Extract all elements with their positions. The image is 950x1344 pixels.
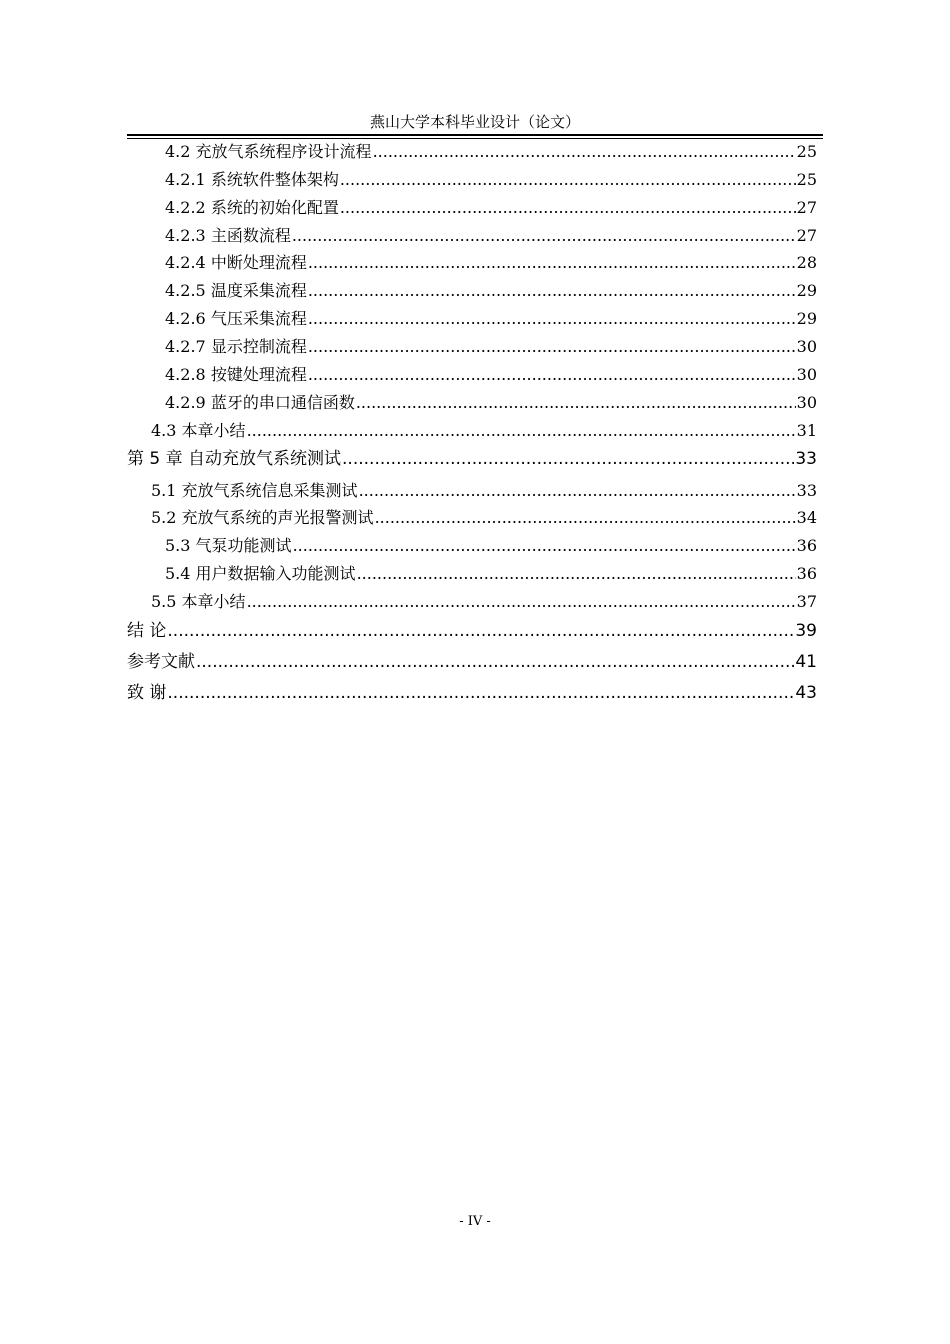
toc-entry-title: 蓝牙的串口通信函数	[210, 393, 355, 412]
toc-entry-number: 5.4	[165, 564, 191, 583]
toc-entry-number: 4.2.1	[165, 170, 206, 189]
toc-entry-number: 4.2.8	[165, 365, 206, 384]
toc-entry-number: 5.2	[151, 508, 177, 527]
toc-dot-leader	[359, 481, 796, 501]
toc-dot-leader	[247, 592, 796, 612]
toc-entry-title: 系统软件整体架构	[210, 170, 339, 189]
toc-entry-4-2-3[interactable]	[165, 226, 817, 246]
toc-entry-title: 充放气系统的声光报警测试	[181, 508, 374, 527]
toc-chapter-title: 结 论	[127, 621, 167, 641]
toc-entry-4-3[interactable]	[151, 421, 817, 441]
toc-entry-number: 4.2.9	[165, 393, 206, 412]
toc-entry-title: 系统的初始化配置	[210, 198, 339, 217]
toc-entry-number: 4.2.5	[165, 281, 206, 300]
header-rule-thick	[127, 134, 823, 136]
header-rule-thin	[127, 138, 823, 139]
toc-dot-leader	[342, 448, 794, 470]
toc-entry-page: 31	[796, 421, 817, 440]
toc-entry-page: 36	[796, 564, 817, 583]
toc-entry-page: 43	[795, 683, 817, 703]
toc-references[interactable]	[127, 651, 817, 673]
toc-entry-5-2[interactable]	[151, 508, 817, 528]
toc-entry-4-2-4[interactable]	[165, 253, 817, 273]
toc-entry-title: 气压采集流程	[210, 309, 307, 328]
toc-dot-leader	[357, 564, 796, 584]
toc-entry-number: 4.2.3	[165, 226, 206, 245]
toc-chapter-title: 参考文献	[127, 652, 195, 672]
toc-entry-page: 25	[796, 170, 817, 189]
toc-entry-page: 37	[796, 592, 817, 611]
toc-entry-4-2[interactable]	[165, 142, 817, 162]
toc-dot-leader	[308, 281, 796, 301]
toc-entry-page: 34	[796, 508, 817, 527]
toc-dot-leader	[247, 421, 796, 441]
toc-entry-4-2-2[interactable]	[165, 198, 817, 218]
toc-entry-page: 33	[796, 481, 817, 500]
toc-entry-page: 30	[796, 365, 817, 384]
toc-dot-leader	[167, 682, 794, 704]
toc-entry-title: 气泵功能测试	[195, 536, 292, 555]
toc-dot-leader	[340, 198, 796, 218]
toc-dot-leader	[167, 620, 794, 642]
toc-conclusion[interactable]	[127, 620, 817, 642]
toc-chapter-title: 致 谢	[127, 683, 167, 703]
toc-entry-title: 充放气系统信息采集测试	[181, 481, 358, 500]
toc-dot-leader	[308, 337, 796, 357]
toc-entry-4-2-6[interactable]	[165, 309, 817, 329]
toc-entry-number: 4.3	[151, 421, 177, 440]
toc-entry-4-2-8[interactable]	[165, 365, 817, 385]
toc-entry-title: 充放气系统程序设计流程	[195, 142, 372, 161]
toc-entry-number: 4.2.6	[165, 309, 206, 328]
toc-entry-page: 29	[796, 309, 817, 328]
toc-entry-page: 27	[796, 226, 817, 245]
toc-entry-number: 5.1	[151, 481, 177, 500]
toc-entry-page: 25	[796, 142, 817, 161]
toc-dot-leader	[308, 253, 796, 273]
toc-entry-title: 按键处理流程	[210, 365, 307, 384]
toc-entry-title: 温度采集流程	[210, 281, 307, 300]
toc-entry-number: 4.2	[165, 142, 191, 161]
toc-chapter-number: 第 5 章	[127, 449, 183, 469]
toc-entry-4-2-9[interactable]	[165, 393, 817, 413]
toc-entry-title: 中断处理流程	[210, 253, 307, 272]
toc-entry-title: 本章小结	[181, 421, 246, 440]
toc-chapter-5[interactable]	[127, 448, 817, 470]
toc-entry-page: 30	[796, 337, 817, 356]
toc-dot-leader	[375, 508, 796, 528]
toc-entry-page: 39	[795, 621, 817, 641]
toc-acknowledgements[interactable]	[127, 682, 817, 704]
page-header: 燕山大学本科毕业设计（论文）	[369, 113, 580, 131]
toc-entry-title: 本章小结	[181, 592, 246, 611]
toc-entry-title: 显示控制流程	[210, 337, 307, 356]
toc-entry-4-2-1[interactable]	[165, 170, 817, 190]
toc-entry-5-1[interactable]	[151, 481, 817, 501]
toc-entry-page: 30	[796, 393, 817, 412]
toc-chapter-title: 自动充放气系统测试	[188, 449, 342, 469]
toc-entry-page: 41	[795, 652, 817, 672]
toc-entry-title: 主函数流程	[210, 226, 291, 245]
toc-entry-5-5[interactable]	[151, 592, 817, 612]
toc-entry-page: 28	[796, 253, 817, 272]
toc-dot-leader	[196, 651, 794, 673]
toc-entry-5-4[interactable]	[165, 564, 817, 584]
toc-entry-title: 用户数据输入功能测试	[195, 564, 356, 583]
toc-dot-leader	[373, 142, 796, 162]
toc-entry-5-3[interactable]	[165, 536, 817, 556]
toc-entry-4-2-5[interactable]	[165, 281, 817, 301]
toc-entry-4-2-7[interactable]	[165, 337, 817, 357]
toc-entry-page: 27	[796, 198, 817, 217]
toc-entry-number: 5.3	[165, 536, 191, 555]
page-number: - IV -	[459, 1214, 491, 1229]
toc-entry-number: 5.5	[151, 592, 177, 611]
toc-entry-number: 4.2.4	[165, 253, 206, 272]
toc-dot-leader	[292, 226, 796, 246]
toc-dot-leader	[340, 170, 796, 190]
toc-entry-number: 4.2.2	[165, 198, 206, 217]
toc-entry-page: 29	[796, 281, 817, 300]
toc-entry-page: 36	[796, 536, 817, 555]
toc-entry-number: 4.2.7	[165, 337, 206, 356]
toc-entry-page: 33	[795, 449, 817, 469]
toc-dot-leader	[308, 365, 796, 385]
toc-dot-leader	[356, 393, 796, 413]
toc-dot-leader	[308, 309, 796, 329]
toc-dot-leader	[293, 536, 796, 556]
